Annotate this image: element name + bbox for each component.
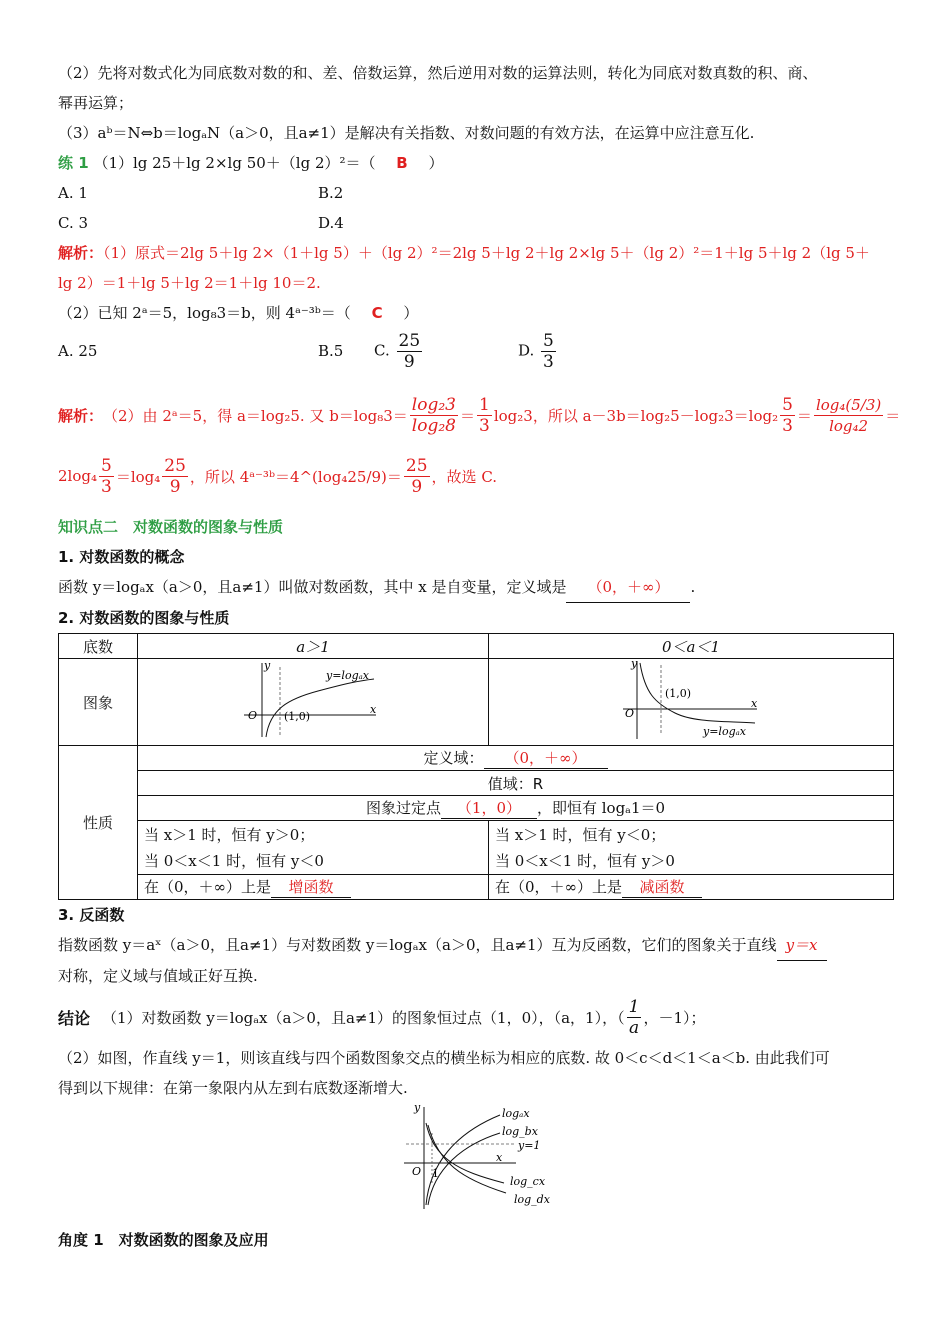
x-axis-label: x <box>370 703 377 716</box>
domain-cell <box>138 746 894 771</box>
q1-options-ab <box>58 178 894 208</box>
monotonic-prefix: 在（0，＋∞）上是 <box>144 878 272 896</box>
fraction-numerator: 25 <box>405 455 428 476</box>
solution2-part-d: ＝ <box>796 406 812 425</box>
definition <box>58 572 894 603</box>
q2-answer: C <box>371 304 383 322</box>
conclusion-fraction <box>627 997 642 1038</box>
exercise-label: 练 1 <box>58 154 89 172</box>
heading-1: 1. 对数函数的概念 <box>58 548 185 566</box>
monotonic-blank-left: 增函数 <box>271 876 351 898</box>
curve-label: y=logₐx <box>703 725 746 738</box>
fixed-point-blank: （1，0） <box>441 797 537 819</box>
exercise1-q1 <box>58 148 894 178</box>
solution1-line1 <box>58 238 894 268</box>
solution2-part-e: ＝ <box>885 406 901 425</box>
conclusion-2-line1: （2）如图，作直线 y＝1，则该直线与四个函数图象交点的横坐标为相应的底数. 故 0＜c＜d＜1＜a＜b. 由此我们可 <box>58 1049 830 1067</box>
intro-p3: （3）aᵇ＝N⇔b＝logₐN（a＞0，且a≠1）是解决有关指数、对数问题的有效方法，在运算中应注意互化. <box>58 124 755 142</box>
section-title: 知识点二 对数函数的图象与性质 <box>58 518 284 536</box>
solution2-fraction-third <box>477 395 492 436</box>
solution2-fraction-25-9 <box>162 456 188 497</box>
conclusion-1 <box>58 991 894 1043</box>
label-log-a: logₐx <box>502 1107 530 1120</box>
fraction-numerator: 25 <box>164 455 186 476</box>
solution2-line1 <box>58 382 901 448</box>
q2-option-c <box>374 331 518 372</box>
graph-a-lt-1 <box>489 659 894 746</box>
fraction-numerator: 5 <box>543 330 554 351</box>
page <box>58 58 901 1255</box>
q1-options-cd <box>58 208 894 238</box>
inverse-line2: 对称，定义域与值域正好互换. <box>58 967 258 985</box>
graph-increasing-svg <box>138 659 488 741</box>
fraction-denominator: log₄2 <box>829 416 869 435</box>
q2-option-a: A. 25 <box>58 342 98 360</box>
fraction-denominator: 9 <box>411 476 423 497</box>
properties-table <box>58 633 894 900</box>
sign-left-1: 当 x＞1 时，恒有 y＞0； <box>138 821 489 848</box>
graph-a-gt-1 <box>138 659 489 746</box>
log-curve-increasing <box>266 679 374 737</box>
solution2-line2 <box>58 448 894 504</box>
origin-label: O <box>412 1165 422 1178</box>
domain-label: 定义域： <box>423 749 484 767</box>
fraction-numerator: 5 <box>101 455 112 476</box>
fraction-numerator: log₂3 <box>411 394 456 415</box>
q2-options <box>58 328 894 374</box>
solution2-line2-c: ，所以 4ᵃ⁻³ᵇ＝4^(log₄25/9)＝ <box>189 467 402 486</box>
q2-option-d-fraction <box>541 331 556 372</box>
angle-title: 角度 1 对数函数的图象及应用 <box>58 1231 269 1249</box>
fixed-point-cell <box>138 796 894 821</box>
fixed-point-suffix: ，即恒有 logₐ1＝0 <box>536 799 666 817</box>
solution2-line2-d: ，故选 C. <box>431 467 498 486</box>
solution2-fraction-five-thirds <box>780 395 795 436</box>
q1-option-b: B.2 <box>318 184 344 202</box>
q1-option-c: C. 3 <box>58 214 89 232</box>
table-sign-row-2 <box>59 848 894 875</box>
fraction-denominator: 3 <box>479 415 490 436</box>
conclusion-label: 结论 <box>58 1008 91 1028</box>
table-monotonic-row <box>59 875 894 900</box>
origin-label: O <box>625 707 635 720</box>
q1-text: （1）lg 25＋lg 2×lg 50＋（lg 2）²＝（ <box>93 154 376 172</box>
log-curve-decreasing <box>640 663 755 723</box>
fraction-denominator: a <box>628 1017 640 1038</box>
solution2-fraction-log4 <box>814 395 883 436</box>
conclusion-1-text: （1）对数函数 y＝logₐx（a＞0，且a≠1）的图象恒过点（1，0），（a，1），（ <box>102 1008 625 1027</box>
q2-option-d <box>518 331 558 372</box>
table-header-row <box>59 634 894 659</box>
conclusion-2-line2: 得到以下规律：在第一象限内从左到右底数逐渐增大. <box>58 1079 408 1097</box>
conclusion-1-end: ，－1）； <box>643 1008 706 1027</box>
heading-3: 3. 反函数 <box>58 906 125 924</box>
fraction-numerator: 25 <box>398 330 421 351</box>
four-log-curves-figure <box>396 1103 576 1211</box>
fraction-denominator: 3 <box>543 351 554 372</box>
q2-option-c-fraction <box>397 331 423 372</box>
monotonic-prefix: 在（0，＋∞）上是 <box>495 878 623 896</box>
inverse-text: 指数函数 y＝aˣ（a＞0，且a≠1）与对数函数 y＝logₐx（a＞0，且a≠1）互为反函数，它们的图象关于直线 <box>58 936 777 954</box>
fraction-numerator: 1 <box>479 394 490 415</box>
solution-label: 解析： <box>58 406 104 425</box>
monotonic-right <box>489 875 894 900</box>
heading-2: 2. 对数函数的图象与性质 <box>58 609 230 627</box>
inverse-blank: y＝x <box>777 930 827 961</box>
fraction-denominator: 9 <box>403 351 415 372</box>
origin-label: O <box>248 709 258 722</box>
q1-option-d: D.4 <box>318 214 344 232</box>
label-y-equals-1: y=1 <box>518 1139 541 1152</box>
fraction-denominator: 9 <box>169 476 181 497</box>
inverse-line1 <box>58 930 894 961</box>
q2-text: （2）已知 2ᵃ＝5，log₈3＝b，则 4ᵃ⁻³ᵇ＝（ <box>58 304 351 322</box>
solution1-line2: lg 2）＝1＋lg 5＋lg 2＝1＋lg 10＝2. <box>58 274 321 292</box>
monotonic-blank-right: 减函数 <box>622 876 702 898</box>
figure-container <box>58 1103 894 1211</box>
sign-left-2: 当 0＜x＜1 时，恒有 y＜0 <box>138 848 489 875</box>
definition-end: . <box>690 578 696 596</box>
intro-p2-line2: 幂再运算； <box>58 94 134 112</box>
x-axis-label: x <box>496 1151 503 1164</box>
row-label-graph: 图象 <box>59 659 138 746</box>
point-label: (1,0) <box>665 687 692 700</box>
fixed-point-prefix: 图象过定点 <box>365 799 441 817</box>
label-log-d: log_dx <box>514 1193 550 1206</box>
q2-option-d-label: D. <box>518 341 535 359</box>
solution2-line2-a: 2log₄ <box>58 467 97 485</box>
curve-label: y=logₐx <box>326 669 369 682</box>
table-graph-row <box>59 659 894 746</box>
header-base: 底数 <box>59 634 138 659</box>
header-a-lt-1: 0＜a＜1 <box>489 634 894 659</box>
header-a-gt-1: a＞1 <box>138 634 489 659</box>
monotonic-left <box>138 875 489 900</box>
fraction-denominator: 3 <box>782 415 793 436</box>
solution2-fraction-log <box>410 395 458 436</box>
label-log-c: log_cx <box>510 1175 546 1188</box>
row-label-properties: 性质 <box>59 746 138 900</box>
fraction-numerator: log₄(5/3) <box>815 395 882 414</box>
y-axis-label: y <box>631 659 638 670</box>
q2-close: ） <box>403 304 419 322</box>
solution1-text: （1）原式＝2lg 5＋lg 2×（1＋lg 5）＋（lg 2）²＝2lg 5＋lg 2＋lg 2×lg 5＋（lg 2）²＝1＋lg 5＋lg 2（lg 5＋ <box>103 244 870 262</box>
q1-option-a: A. 1 <box>58 184 88 202</box>
solution2-part-c: log₂3，所以 a－3b＝log₂5－log₂3＝log₂ <box>493 406 779 425</box>
definition-blank: （0，＋∞） <box>566 572 690 603</box>
solution-label: 解析： <box>58 244 104 262</box>
point-label: (1,0) <box>284 710 311 723</box>
y-axis-label: y <box>414 1103 421 1114</box>
label-log-b: log_bx <box>502 1125 538 1138</box>
sign-right-1: 当 x＞1 时，恒有 y＜0； <box>489 821 894 848</box>
table-fixed-point-row <box>59 796 894 821</box>
solution2-line2-b: ＝log₄ <box>115 467 161 486</box>
solution2-part-a: （2）由 2ᵃ＝5，得 a＝log₂5. 又 b＝log₈3＝ <box>103 406 408 425</box>
solution2-part-b: ＝ <box>459 406 475 425</box>
intro-p2-line1: （2）先将对数式化为同底数对数的和、差、倍数运算，然后逆用对数的运算法则，转化为同底对数真数的积、商、 <box>58 64 818 82</box>
table-range-row <box>59 771 894 796</box>
domain-blank: （0，＋∞） <box>484 747 608 769</box>
solution2-fraction-five-thirds-b <box>99 456 114 497</box>
x-axis-label: x <box>751 697 758 710</box>
range-cell: 值域：R <box>138 771 894 796</box>
one-label: 1 <box>432 1167 439 1180</box>
fraction-denominator: 3 <box>101 476 112 497</box>
q2-option-b: B.5 <box>318 342 344 360</box>
q1-close: ） <box>428 154 444 172</box>
q2-option-c-label: C. <box>374 341 390 359</box>
table-domain-row <box>59 746 894 771</box>
exercise1-q2 <box>58 298 894 328</box>
fraction-numerator: 5 <box>782 394 793 415</box>
graph-decreasing-svg <box>489 659 893 741</box>
y-axis-label: y <box>264 659 271 672</box>
solution2-fraction-25-9-b <box>404 456 430 497</box>
table-sign-row-1 <box>59 821 894 848</box>
curve-log-a <box>426 1115 500 1205</box>
definition-text: 函数 y＝logₐx（a＞0，且a≠1）叫做对数函数，其中 x 是自变量，定义域是 <box>58 578 567 596</box>
sign-right-2: 当 0＜x＜1 时，恒有 y＞0 <box>489 848 894 875</box>
fraction-numerator: 1 <box>628 996 640 1017</box>
fraction-denominator: log₂8 <box>411 415 456 436</box>
q1-answer: B <box>396 154 408 172</box>
